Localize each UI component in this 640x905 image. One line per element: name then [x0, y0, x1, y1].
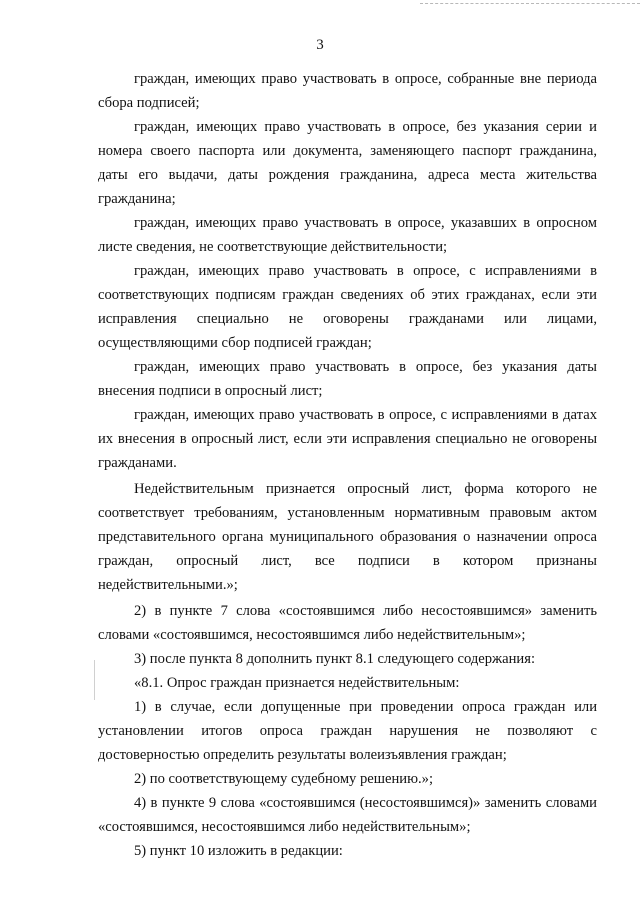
page-number: 3: [316, 37, 324, 53]
paragraph: граждан, имеющих право участвовать в опросе, с исправлениями в соответствующих подписям граждан сведениях об этих гражданах, если эти исправления специально не оговорены гражданами или лицами, осуществляющими сбор подписей граждан;: [98, 263, 597, 351]
paragraph: граждан, имеющих право участвовать в опросе, с исправлениями в датах их внесения в опросный лист, если эти исправления специально не оговорены гражданами.: [98, 407, 597, 471]
paragraph: 3) после пункта 8 дополнить пункт 8.1 следующего содержания:: [134, 651, 536, 667]
paragraph: граждан, имеющих право участвовать в опросе, без указания серии и номера своего паспорта или документа, заменяющего паспорт гражданина, даты его выдачи, даты рождения гражданина, адреса места жительства гражданина;: [98, 119, 597, 207]
top-edge-rule: [420, 3, 640, 4]
paragraph: 2) по соответствующему судебному решению.»;: [134, 771, 434, 787]
paragraph: 2) в пункте 7 слова «состоявшимся либо несостоявшимся» заменить словами «состоявшимся, несостоявшимся либо недействительным»;: [98, 603, 597, 643]
paragraph: граждан, имеющих право участвовать в опросе, без указания даты внесения подписи в опросный лист;: [98, 359, 597, 399]
paragraph: Недействительным признается опросный лист, форма которого не соответствует требованиям, установленным нормативным правовым актом представительного органа муниципального образования о назначении опроса граждан, опросный лист, все подписи в котором признаны недействительными.»;: [98, 481, 597, 593]
paragraph: «8.1. Опрос граждан признается недействительным:: [134, 675, 460, 691]
paragraph: граждан, имеющих право участвовать в опросе, указавших в опросном листе сведения, не соответствующие действительности;: [98, 215, 597, 255]
paragraph: 5) пункт 10 изложить в редакции:: [134, 843, 343, 859]
paragraph: 4) в пункте 9 слова «состоявшимся (несостоявшимся)» заменить словами «состоявшимся, несостоявшимся либо недействительным»;: [98, 795, 597, 835]
margin-mark: [94, 660, 95, 700]
body-text: [98, 67, 597, 863]
paragraph: граждан, имеющих право участвовать в опросе, собранные вне периода сбора подписей;: [98, 71, 597, 111]
paragraph: 1) в случае, если допущенные при проведении опроса граждан или установлении итогов опроса граждан нарушения не позволяют с достоверностью определить результаты волеизъявления граждан;: [98, 699, 597, 763]
